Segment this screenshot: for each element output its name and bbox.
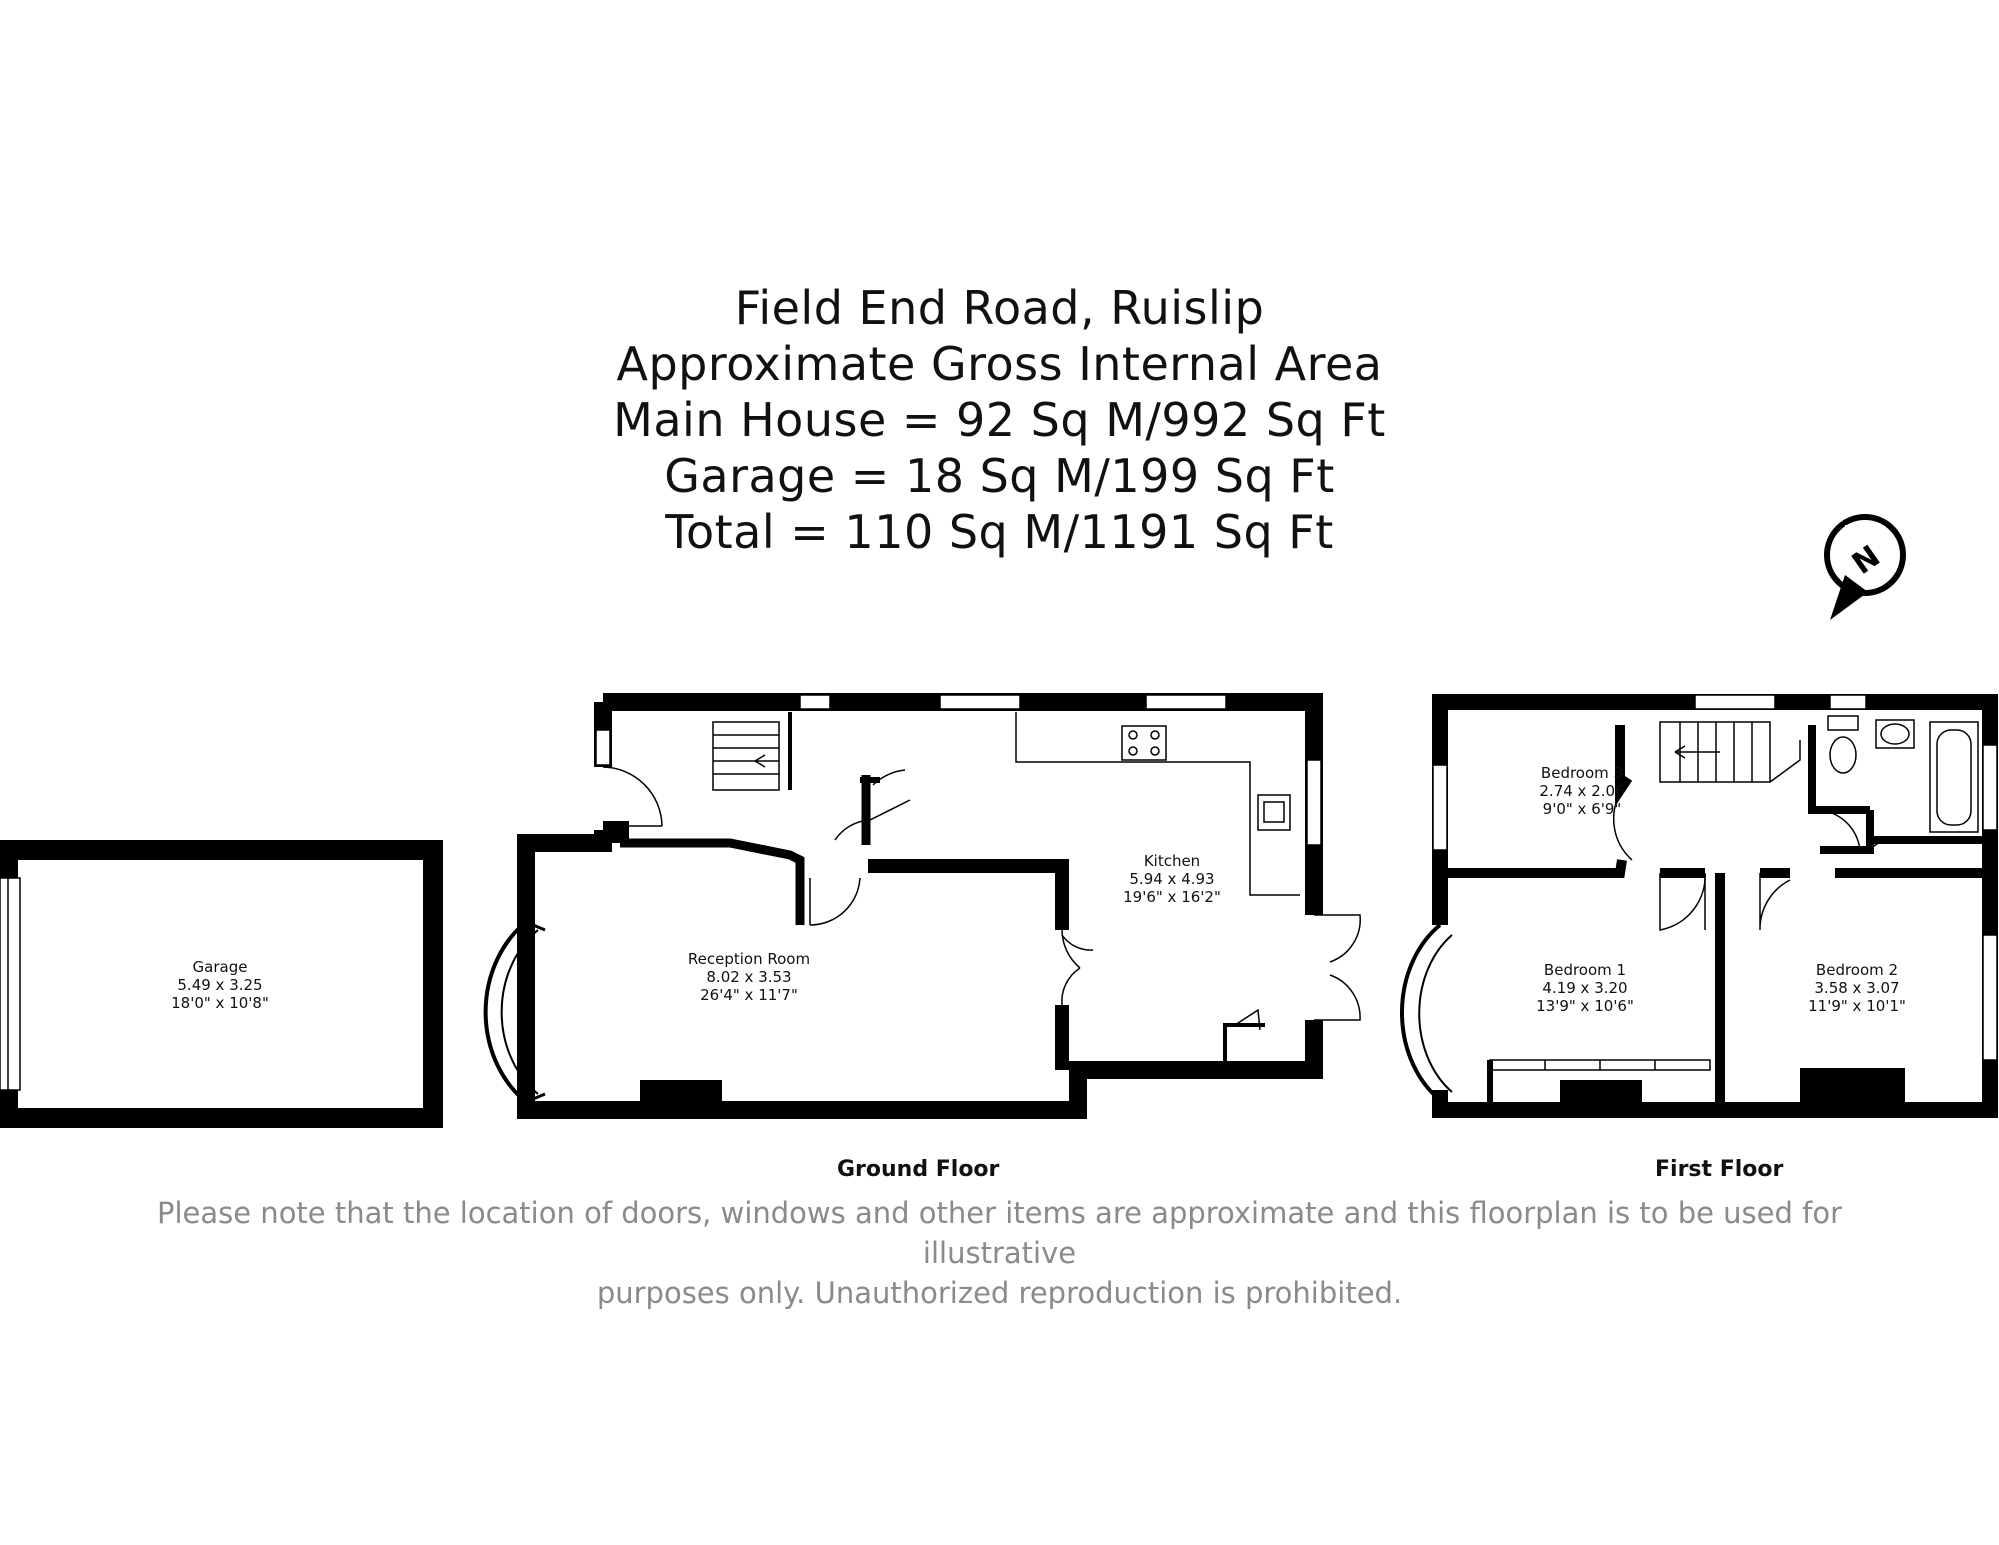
kitchen-metric: 5.94 x 4.93 (1129, 870, 1215, 888)
bedroom2-metric: 3.58 x 3.07 (1814, 979, 1900, 997)
kitchen-name: Kitchen (1143, 852, 1201, 870)
bedroom1-imperial: 13'9" x 10'6" (1536, 997, 1634, 1015)
ground-floor-plan (486, 695, 1361, 1110)
ground-floor-label: Ground Floor (837, 1157, 1000, 1182)
first-floor-label: First Floor (1655, 1157, 1784, 1182)
compass-label: N (1845, 538, 1887, 582)
garage-area: Garage = 18 Sq M/199 Sq Ft (664, 449, 1335, 503)
toilet-icon (1828, 716, 1858, 773)
reception-name: Reception Room (687, 950, 811, 968)
bedroom2-imperial: 11'9" x 10'1" (1808, 997, 1906, 1015)
bedroom3-name: Bedroom 3 (1540, 764, 1624, 782)
disclaimer-line-1: Please note that the location of doors, windows and other items are approximate and this floorplan is to be used for illustrative (156, 1196, 1843, 1270)
garage-plan (0, 850, 433, 1118)
disclaimer-line-2: purposes only. Unauthorized reproduction is prohibited. (596, 1276, 1403, 1310)
bedroom2-name: Bedroom 2 (1815, 961, 1899, 979)
reception-imperial: 26'4" x 11'7" (700, 986, 798, 1004)
total-area: Total = 110 Sq M/1191 Sq Ft (665, 505, 1334, 559)
north-arrow-icon (1827, 517, 1903, 620)
main-house-area: Main House = 92 Sq M/992 Sq Ft (613, 393, 1386, 447)
hob-icon (1122, 726, 1166, 760)
bedroom3-imperial: 9'0" x 6'9" (1542, 800, 1622, 818)
garage-metric: 5.49 x 3.25 (177, 976, 263, 994)
property-address: Field End Road, Ruislip (734, 281, 1265, 335)
kitchen-imperial: 19'6" x 16'2" (1123, 888, 1221, 906)
reception-metric: 8.02 x 3.53 (706, 968, 792, 986)
bedroom3-metric: 2.74 x 2.06 (1539, 782, 1625, 800)
garage-imperial: 18'0" x 10'8" (171, 994, 269, 1012)
first-floor-plan (1402, 695, 1997, 1110)
basin-icon (1876, 720, 1914, 748)
sink-icon (1258, 795, 1290, 830)
garage-name: Garage (192, 958, 248, 976)
disclaimer (100, 1193, 1899, 1313)
bath-icon (1930, 722, 1978, 832)
bedroom1-name: Bedroom 1 (1543, 961, 1627, 979)
area-subtitle: Approximate Gross Internal Area (616, 337, 1383, 391)
bedroom1-metric: 4.19 x 3.20 (1542, 979, 1628, 997)
